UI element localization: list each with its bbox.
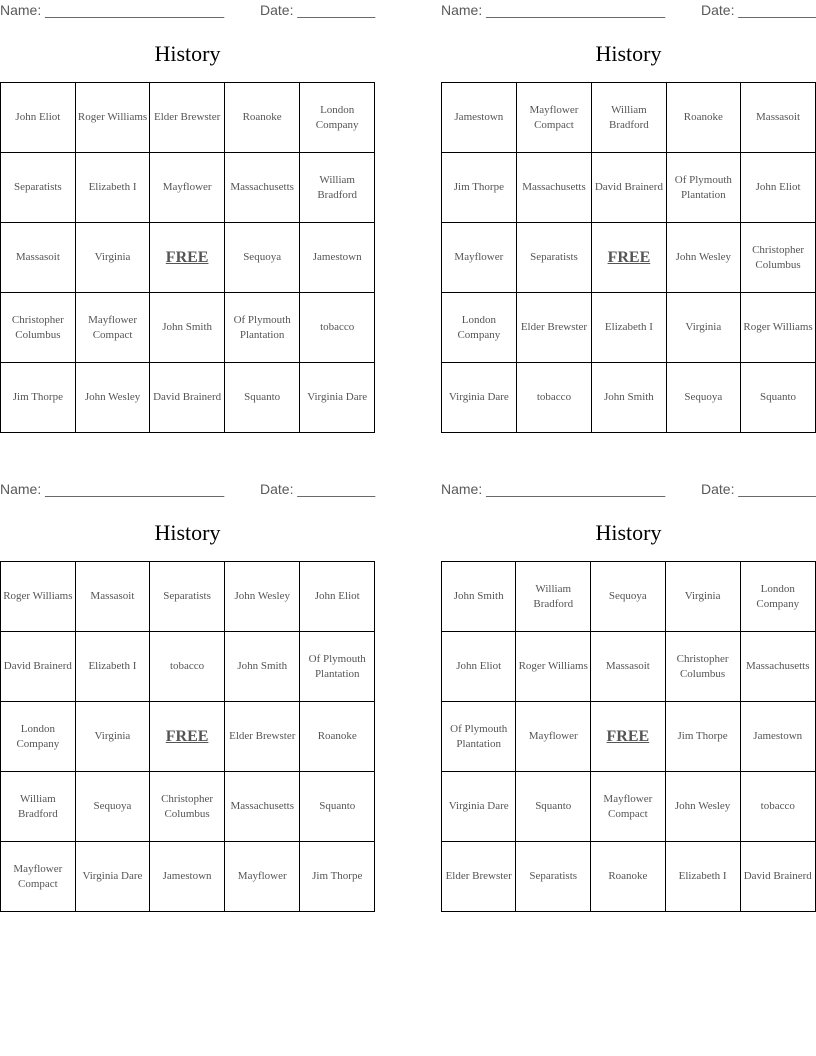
bingo-cell: Mayflower Compact bbox=[1, 842, 76, 912]
grid-row bbox=[1, 562, 375, 632]
bingo-cell: Mayflower Compact bbox=[516, 83, 591, 153]
bingo-cell: William Bradford bbox=[1, 772, 76, 842]
bingo-cell: Separatists bbox=[516, 842, 591, 912]
bingo-cell: Christopher Columbus bbox=[150, 772, 225, 842]
grid-row bbox=[1, 223, 375, 293]
bingo-cell: Elder Brewster bbox=[150, 83, 225, 153]
name-field-label: Name: _______________________ bbox=[441, 481, 666, 497]
bingo-cell: Roanoke bbox=[300, 702, 375, 772]
bingo-cell: Christopher Columbus bbox=[665, 632, 740, 702]
bingo-cell: tobacco bbox=[516, 363, 591, 433]
free-space-cell: FREE bbox=[150, 223, 225, 293]
grid-row bbox=[1, 842, 375, 912]
bingo-cell: Massasoit bbox=[1, 223, 76, 293]
bingo-cell: John Eliot bbox=[442, 632, 516, 702]
bingo-cell: Mayflower bbox=[516, 702, 591, 772]
card-header bbox=[441, 481, 816, 499]
grid-row bbox=[442, 842, 816, 912]
bingo-cell: Elizabeth I bbox=[75, 153, 150, 223]
grid-row bbox=[442, 632, 816, 702]
bingo-cell: Roger Williams bbox=[516, 632, 591, 702]
bingo-cell: Mayflower bbox=[225, 842, 300, 912]
bingo-cell: Elder Brewster bbox=[516, 293, 591, 363]
bingo-cell: Of Plymouth Plantation bbox=[300, 632, 375, 702]
bingo-cell: Separatists bbox=[1, 153, 76, 223]
bingo-cell: Christopher Columbus bbox=[1, 293, 76, 363]
card-title: History bbox=[595, 520, 662, 545]
bingo-cell: John Smith bbox=[225, 632, 300, 702]
free-space-cell: FREE bbox=[592, 223, 666, 293]
bingo-cell: tobacco bbox=[300, 293, 375, 363]
grid-row bbox=[442, 562, 816, 632]
bingo-cell: Jamestown bbox=[442, 83, 517, 153]
bingo-cell: Jim Thorpe bbox=[442, 153, 517, 223]
grid-row bbox=[1, 772, 375, 842]
bingo-cell: Massachusetts bbox=[740, 632, 816, 702]
date-field-label: Date: __________ bbox=[260, 2, 376, 18]
bingo-cell: Virginia Dare bbox=[75, 842, 149, 912]
bingo-cell: William Bradford bbox=[592, 83, 666, 153]
bingo-cell: Roanoke bbox=[591, 842, 666, 912]
card-title: History bbox=[595, 41, 662, 66]
bingo-cell: Squanto bbox=[224, 363, 299, 433]
bingo-cell: David Brainerd bbox=[1, 632, 76, 702]
card-title: History bbox=[154, 41, 221, 66]
grid-row bbox=[1, 632, 375, 702]
grid-row bbox=[442, 293, 816, 363]
card-title: History bbox=[154, 520, 221, 545]
bingo-cell: Massasoit bbox=[75, 562, 149, 632]
bingo-cell: Separatists bbox=[150, 562, 225, 632]
grid-row bbox=[1, 153, 375, 223]
bingo-cell: John Eliot bbox=[1, 83, 76, 153]
bingo-cell: Sequoya bbox=[591, 562, 666, 632]
bingo-cell: Elizabeth I bbox=[592, 293, 666, 363]
bingo-cell: Massasoit bbox=[591, 632, 666, 702]
bingo-cell: David Brainerd bbox=[592, 153, 666, 223]
bingo-cell: Mayflower bbox=[442, 223, 517, 293]
grid-row bbox=[442, 363, 816, 433]
free-space-cell: FREE bbox=[591, 702, 666, 772]
bingo-cell: John Wesley bbox=[666, 223, 740, 293]
bingo-cell: John Eliot bbox=[300, 562, 375, 632]
bingo-cell: Virginia Dare bbox=[442, 363, 517, 433]
bingo-cell: John Eliot bbox=[741, 153, 816, 223]
bingo-cell: tobacco bbox=[740, 772, 816, 842]
bingo-cell: Squanto bbox=[300, 772, 375, 842]
bingo-cell: Jim Thorpe bbox=[1, 363, 76, 433]
bingo-cell: David Brainerd bbox=[150, 363, 225, 433]
bingo-cell: Christopher Columbus bbox=[741, 223, 816, 293]
bingo-cell: Virginia bbox=[665, 562, 740, 632]
bingo-cell: Massachusetts bbox=[225, 772, 300, 842]
bingo-cell: Of Plymouth Plantation bbox=[442, 702, 516, 772]
bingo-cell: Virginia bbox=[75, 223, 150, 293]
name-field-label: Name: _______________________ bbox=[0, 2, 225, 18]
bingo-cell: Roger Williams bbox=[75, 83, 150, 153]
bingo-cell: William Bradford bbox=[300, 153, 375, 223]
bingo-cell: John Smith bbox=[442, 562, 516, 632]
bingo-cell: Sequoya bbox=[75, 772, 149, 842]
bingo-cell: London Company bbox=[740, 562, 816, 632]
card-header bbox=[0, 481, 375, 499]
date-field-label: Date: __________ bbox=[260, 481, 376, 497]
bingo-cell: Jamestown bbox=[300, 223, 375, 293]
bingo-cell: David Brainerd bbox=[740, 842, 816, 912]
card-header bbox=[441, 2, 816, 20]
bingo-cell: Separatists bbox=[516, 223, 591, 293]
bingo-cell: Virginia bbox=[75, 702, 149, 772]
name-field-label: Name: _______________________ bbox=[441, 2, 666, 18]
bingo-cell: Roanoke bbox=[224, 83, 299, 153]
grid-row bbox=[1, 363, 375, 433]
bingo-cell: Elder Brewster bbox=[442, 842, 516, 912]
bingo-cell: John Wesley bbox=[665, 772, 740, 842]
bingo-grid bbox=[0, 82, 375, 433]
bingo-cell: Elizabeth I bbox=[75, 632, 149, 702]
bingo-cell: Jim Thorpe bbox=[665, 702, 740, 772]
grid-row bbox=[1, 702, 375, 772]
bingo-cell: Elizabeth I bbox=[665, 842, 740, 912]
bingo-cell: John Smith bbox=[150, 293, 225, 363]
bingo-cell: Jamestown bbox=[740, 702, 816, 772]
bingo-cell: John Wesley bbox=[75, 363, 150, 433]
bingo-cell: Of Plymouth Plantation bbox=[224, 293, 299, 363]
bingo-cell: Virginia bbox=[666, 293, 740, 363]
bingo-cell: Virginia Dare bbox=[300, 363, 375, 433]
bingo-cell: Elder Brewster bbox=[225, 702, 300, 772]
bingo-cell: Massasoit bbox=[741, 83, 816, 153]
bingo-cell: Roanoke bbox=[666, 83, 740, 153]
bingo-cell: John Smith bbox=[592, 363, 666, 433]
bingo-cell: Jim Thorpe bbox=[300, 842, 375, 912]
date-field-label: Date: __________ bbox=[701, 481, 816, 497]
bingo-cell: Roger Williams bbox=[741, 293, 816, 363]
bingo-cell: Mayflower Compact bbox=[75, 293, 150, 363]
bingo-cell: Sequoya bbox=[666, 363, 740, 433]
bingo-grid bbox=[441, 82, 816, 433]
bingo-grid bbox=[0, 561, 375, 912]
grid-row bbox=[442, 772, 816, 842]
bingo-cell: Massachusetts bbox=[516, 153, 591, 223]
bingo-cell: Sequoya bbox=[224, 223, 299, 293]
free-space-cell: FREE bbox=[150, 702, 225, 772]
bingo-cell: John Wesley bbox=[225, 562, 300, 632]
grid-row bbox=[442, 223, 816, 293]
grid-row bbox=[442, 702, 816, 772]
bingo-grid bbox=[441, 561, 816, 912]
bingo-cell: tobacco bbox=[150, 632, 225, 702]
grid-row bbox=[1, 83, 375, 153]
bingo-cell: Squanto bbox=[516, 772, 591, 842]
bingo-cell: Of Plymouth Plantation bbox=[666, 153, 740, 223]
bingo-cell: Massachusetts bbox=[224, 153, 299, 223]
bingo-cell: Jamestown bbox=[150, 842, 225, 912]
date-field-label: Date: __________ bbox=[701, 2, 816, 18]
bingo-cell: Mayflower Compact bbox=[591, 772, 666, 842]
grid-row bbox=[442, 153, 816, 223]
bingo-cell: London Company bbox=[300, 83, 375, 153]
bingo-cell: Mayflower bbox=[150, 153, 225, 223]
bingo-cell: Roger Williams bbox=[1, 562, 76, 632]
card-header bbox=[0, 2, 375, 20]
grid-row bbox=[442, 83, 816, 153]
name-field-label: Name: _______________________ bbox=[0, 481, 225, 497]
bingo-cell: London Company bbox=[442, 293, 517, 363]
bingo-cell: William Bradford bbox=[516, 562, 591, 632]
bingo-cell: London Company bbox=[1, 702, 76, 772]
bingo-cell: Virginia Dare bbox=[442, 772, 516, 842]
bingo-cell: Squanto bbox=[741, 363, 816, 433]
grid-row bbox=[1, 293, 375, 363]
